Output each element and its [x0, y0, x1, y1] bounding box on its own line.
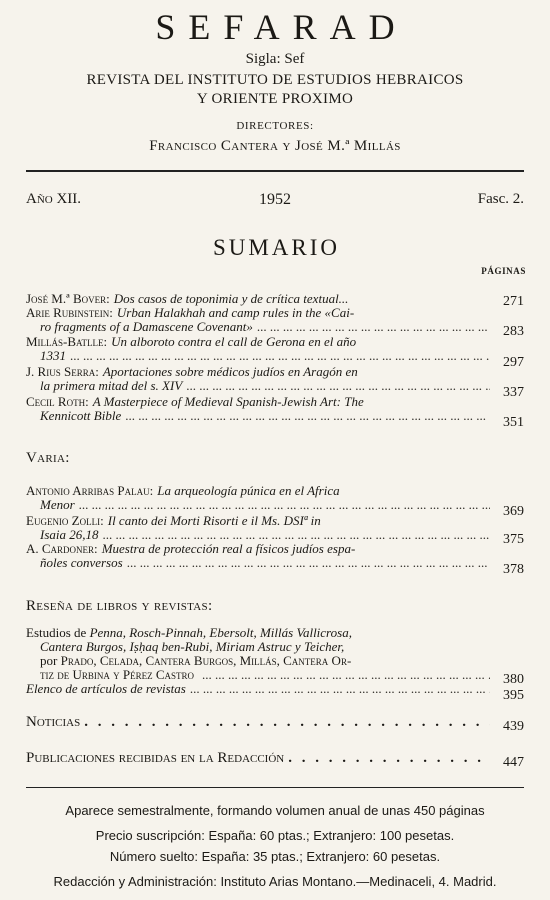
- entry-title-cont: Menor: [40, 497, 75, 512]
- toc-entry: [26, 305, 524, 339]
- noticias-page: 439: [503, 719, 524, 734]
- entry-title: Il canto dei Morti Risorti e il Ms. DSIª in: [107, 513, 321, 528]
- publicaciones-row: [26, 750, 524, 770]
- bottom-rule: [26, 787, 524, 788]
- entry-title-cont: la primera mitad del s. XIV: [40, 378, 183, 393]
- entry-author: Arie Rubinstein:: [26, 305, 113, 320]
- toc-entry: [26, 513, 524, 547]
- entry-page: 375: [503, 532, 524, 547]
- leader-dots: [70, 349, 490, 363]
- footer-single-issue-price: Número suelto: España: 35 ptas.; Extranjero: 60 pesetas.: [109, 849, 441, 864]
- entry-author: Eugenio Zolli:: [26, 513, 104, 528]
- directors-names: Francisco Cantera y José M.ª Millás: [149, 138, 401, 154]
- entry-page: 369: [503, 504, 524, 519]
- entry-author: Millás-Batlle:: [26, 334, 108, 349]
- entry-title-cont: Isaia 26,18: [40, 527, 99, 542]
- directors-label: DIRECTORES:: [236, 120, 314, 132]
- entry-page: 351: [503, 415, 524, 430]
- noticias-row: [26, 714, 524, 734]
- entry-title-cont: 1331: [40, 348, 66, 363]
- entry-author: Cecil Roth:: [26, 394, 89, 409]
- leader-dots: [202, 668, 490, 682]
- publicaciones-label: Publicaciones recibidas en la Redacción: [26, 750, 285, 766]
- entry-page: 297: [503, 355, 524, 370]
- resena-reviewers-2: tiz de Urbina y Pérez Castro: [40, 667, 195, 682]
- journal-subtitle-line1: REVISTA DEL INSTITUTO DE ESTUDIOS HEBRAICOS: [86, 72, 464, 88]
- entry-page: 380: [503, 672, 524, 687]
- entry-page: 378: [503, 562, 524, 577]
- entry-title: Un alboroto contra el call de Gerona en el año: [111, 334, 357, 349]
- leader-dots: [79, 498, 490, 512]
- publicaciones-page: 447: [503, 755, 524, 770]
- resena-reviewers-1: Prado, Celada, Cantera Burgos, Millás, Cantera Or-: [60, 653, 352, 668]
- entry-page: 283: [503, 324, 524, 339]
- top-rule: [26, 170, 524, 172]
- resena-block: [26, 625, 524, 703]
- toc-entry: [26, 291, 524, 309]
- varia-heading: Varia:: [26, 450, 70, 466]
- entry-page: 271: [503, 294, 524, 309]
- entry-page: 395: [503, 688, 524, 703]
- entry-title: Urban Halakhah and camp rules in the «Cai-: [116, 305, 355, 320]
- issue-info: [26, 191, 524, 211]
- issue-fascicle: Fasc. 2.: [477, 191, 524, 207]
- entry-title-cont: Kennicott Bible: [40, 408, 122, 423]
- journal-subtitle-line2: Y ORIENTE PROXIMO: [196, 91, 354, 107]
- journal-title: SEFARAD: [155, 7, 408, 47]
- elenco-title: Elenco de artículos de revistas: [26, 681, 186, 696]
- entry-title-cont: ro fragments of a Damascene Covenant»: [40, 319, 253, 334]
- entry-author: J. Rius Serra:: [26, 364, 99, 379]
- leader-dots: [288, 750, 490, 767]
- entry-title-cont: ñoles conversos: [40, 555, 123, 570]
- leader-dots: [186, 379, 490, 393]
- toc-entry: [26, 483, 524, 519]
- entry-author: A. Cardoner:: [26, 541, 98, 556]
- issue-volume: Año XII.: [26, 191, 82, 207]
- entry-title: Aportaciones sobre médicos judíos en Aragón en: [102, 364, 358, 379]
- entry-author: José M.ª Bover:: [26, 291, 110, 306]
- sumario-heading: SUMARIO: [212, 235, 341, 260]
- entry-title: A Masterpiece of Medieval Spanish-Jewish Art: The: [92, 394, 364, 409]
- noticias-label: Noticias: [26, 714, 81, 730]
- entry-author: Antonio Arribas Palau:: [26, 483, 154, 498]
- entry-title: Dos casos de toponimia y de crítica textual...: [113, 291, 349, 306]
- footer-subscription-price: Precio suscripción: España: 60 ptas.; Extranjero: 100 pesetas.: [95, 828, 455, 843]
- toc-entry: [26, 334, 524, 370]
- leader-dots: [125, 409, 490, 423]
- resena-por: por: [40, 653, 58, 668]
- sigla: Sigla: Sef: [245, 51, 305, 67]
- resena-prefix: Estudios de: [26, 625, 87, 640]
- footer-address: Redacción y Administración: Instituto Arias Montano.—Medinaceli, 4. Madrid.: [53, 874, 497, 889]
- entry-page: 337: [503, 385, 524, 400]
- entry-title: La arqueología púnica en el Africa: [157, 483, 340, 498]
- resena-authors-1: Penna, Rosch-Pinnah, Ebersolt, Millás Vallicrosa,: [89, 625, 352, 640]
- leader-dots: [103, 528, 491, 542]
- toc-entry: [26, 541, 524, 577]
- resena-heading: Reseña de libros y revistas:: [26, 598, 213, 614]
- pages-column-label: PÁGINAS: [481, 266, 526, 276]
- resena-authors-2: Cantera Burgos, Iṣḥaq ben-Rubi, Miriam Astruc y Teicher,: [40, 639, 345, 654]
- issue-year: 1952: [259, 191, 291, 208]
- entry-title: Muestra de protección real a físicos judíos espa-: [101, 541, 356, 556]
- leader-dots: [190, 682, 490, 696]
- leader-dots: [257, 320, 490, 334]
- footer-periodicity: Aparece semestralmente, formando volumen anual de unas 450 páginas: [65, 803, 485, 818]
- toc-entry: [26, 394, 524, 430]
- toc-entry: [26, 364, 524, 400]
- leader-dots: [84, 714, 490, 731]
- leader-dots: [127, 556, 490, 570]
